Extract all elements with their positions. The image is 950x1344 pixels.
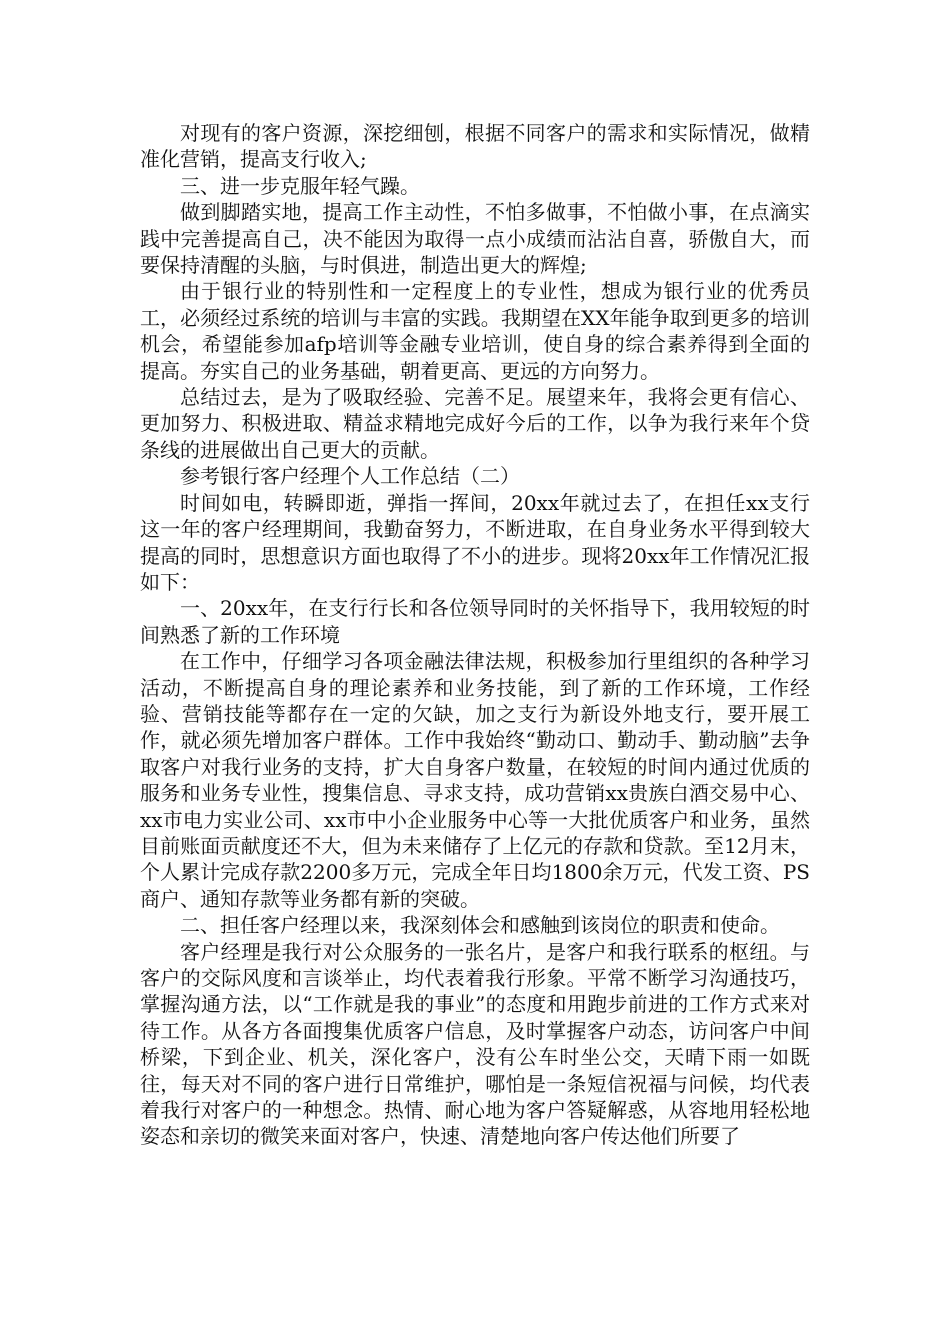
paragraph-down-to-earth: 做到脚踏实地，提高工作主动性，不怕多做事，不怕做小事，在点滴实践中完善提高自己，决不能因为取得一点小成绩而沾沾自喜，骄傲自大，而要保持清醒的头脑，与时俱进，制造出更大的辉煌; (140, 200, 810, 278)
paragraph-work-details: 在工作中，仔细学习各项金融法律法规，积极参加行里组织的各种学习活动，不断提高自身的理论素养和业务技能，到了新的工作环境，工作经验、营销技能等都存在一定的欠缺，加之支行为新设外地支行，要开展工作，就必须先增加客户群体。工作中我始终“勤动口、勤动手、勤动脑”去争取客户对我行业务的支持，扩大自身客户数量，在较短的时间内通过优质的服务和业务专业性，搜集信息、寻求支持，成功营销xx贵族白酒交易中心、xx市电力实业公司、xx市中小企业服务中心等一大批优质客户和业务，虽然目前账面贡献度还不大，但为未来储存了上亿元的存款和贷款。至12月末，个人累计完成存款2200多万元，完成全年日均1800余万元，代发工资、PS商户、通知存款等业务都有新的突破。 (140, 649, 810, 911)
heading-point-three: 三、进一步克服年轻气躁。 (180, 173, 420, 198)
paragraph-existing-clients: 对现有的客户资源，深挖细刨，根据不同客户的需求和实际情况，做精准化营销，提高支行收入; (140, 121, 810, 172)
paragraph-time-flies: 时间如电，转瞬即逝，弹指一挥间，20xx年就过去了，在担任xx支行这一年的客户经理期间，我勤奋努力，不断进取，在自身业务水平得到较大提高的同时，思想意识方面也取得了不小的进步。现将20xx年工作情况汇报如下： (140, 490, 810, 594)
paragraph-account-manager: 客户经理是我行对公众服务的一张名片，是客户和我行联系的枢纽。与客户的交际风度和言谈举止，均代表着我行形象。平常不断学习沟通技巧，掌握沟通方法，以“工作就是我的事业”的态度和用跑步前进的工作方式来对待工作。从各方各面搜集优质客户信息，及时掌握客户动态，访问客户中间桥梁，下到企业、机关，深化客户，没有公车时坐公交，天晴下雨一如既往，每天对不同的客户进行日常维护，哪怕是一条短信祝福与问候，均代表着我行对客户的一种想念。热情、耐心地为客户答疑解惑，从容地用轻松地姿态和亲切的微笑来面对客户，快速、清楚地向客户传达他们所要了 (140, 939, 810, 1149)
paragraph-training: 由于银行业的特别性和一定程度上的专业性，想成为银行业的优秀员工，必须经过系统的培训与丰富的实践。我期望在XX年能争取到更多的培训机会，希望能参加afp培训等金融专业培训，使自身的综合素养得到全面的提高。夯实自己的业务基础，朝着更高、更远的方向努力。 (140, 279, 810, 383)
section-title-two: 参考银行客户经理个人工作总结（二） (180, 464, 520, 489)
heading-point-one: 一、20xx年，在支行行长和各位领导同时的关怀指导下，我用较短的时间熟悉了新的工作环境 (140, 596, 810, 647)
document-body (140, 120, 810, 1150)
heading-point-two: 二、担任客户经理以来，我深刻体会和感触到该岗位的职责和使命。 (180, 913, 780, 938)
paragraph-summary: 总结过去，是为了吸取经验、完善不足。展望来年，我将会更有信心、更加努力、积极进取、精益求精地完成好今后的工作，以争为我行来年个贷条线的进展做出自己更大的贡献。 (140, 385, 810, 462)
